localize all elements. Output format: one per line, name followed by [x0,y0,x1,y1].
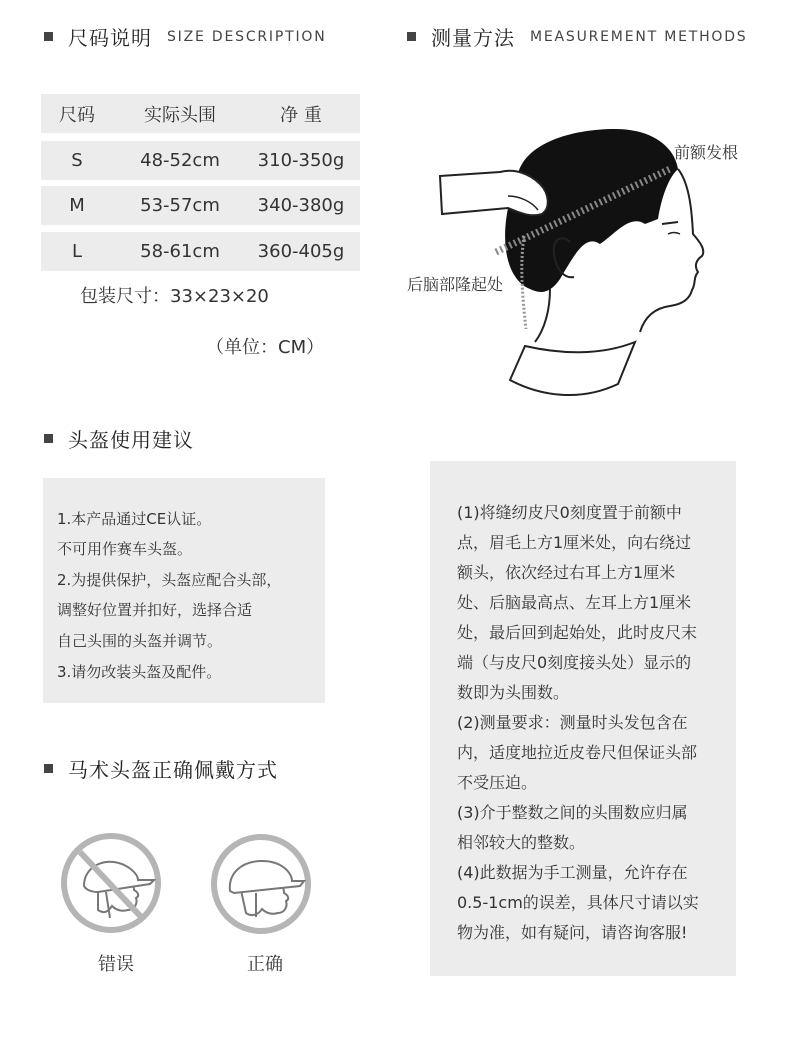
wrong-wearing-icon [58,830,164,936]
measure-line: 数即为头围数。 [457,683,570,702]
measure-line: 不受压迫。 [457,773,538,792]
weight-cell: 360-405g [257,241,345,262]
usage-title: 头盔使用建议 [68,428,194,452]
size-cell: L [71,241,83,262]
correct-wearing-icon [208,831,314,937]
measure-line: (1)将缝纫皮尺0刻度置于前额中 [457,503,682,522]
usage-line: 3.请勿改装头盔及配件。 [57,663,222,681]
front-hairline-label: 前额发根 [674,143,739,162]
measure-line: 内，适度地拉近皮卷尺但保证头部 [457,743,698,762]
measure-title-en: MEASUREMENT METHODS [530,28,748,45]
measure-line: 额头，依次经过右耳上方1厘米 [457,563,676,582]
size-title-cn: 尺码说明 [68,26,152,50]
header-cell: 尺码 [59,104,95,126]
head-measurement-diagram [400,84,750,424]
measure-line: 端（与皮尺0刻度接头处）显示的 [457,653,692,672]
header-cell: 实际头围 [144,104,216,126]
bullet-square-icon [407,32,416,41]
correct-label: 正确 [247,954,283,975]
head-circumference-cell: 48-52cm [140,150,220,171]
measurement-methods-header [407,22,748,51]
weight-cell: 310-350g [257,150,345,171]
measure-title-cn: 测量方法 [431,26,515,50]
measure-line: (2)测量要求：测量时头发包含在 [457,713,688,732]
bullet-square-icon [44,32,53,41]
usage-line: 2.为提供保护，头盔应配合头部， [57,571,282,589]
usage-line: 不可用作赛车头盔。 [57,540,193,558]
measure-line: 相邻较大的整数。 [457,833,586,852]
measure-line: 处、后脑最高点、左耳上方1厘米 [457,593,692,612]
usage-line: 调整好位置并扣好，选择合适 [57,601,253,619]
table-row [41,141,360,180]
head-circumference-cell: 53-57cm [140,195,220,216]
table-header-row [41,94,360,133]
measure-line: 物为准，如有疑问，请咨询客服! [457,923,688,942]
measure-line: (3)介于整数之间的头围数应归属 [457,803,688,822]
measure-line: 处，最后回到起始处，此时皮尺末 [457,623,698,642]
size-cell: M [69,195,85,216]
header-cell: 净 重 [280,104,322,126]
wearing-method-header [44,754,278,783]
usage-suggestions-header [44,424,194,453]
unit-note: （单位：CM） [206,337,325,358]
size-title-en: SIZE DESCRIPTION [167,28,327,45]
weight-cell: 340-380g [257,195,345,216]
head-circumference-cell: 58-61cm [140,241,220,262]
usage-line: 自己头围的头盔并调节。 [57,632,223,650]
back-head-label: 后脑部隆起处 [407,275,504,294]
table-row [41,232,360,271]
size-cell: S [71,150,83,171]
bullet-square-icon [44,434,53,443]
table-row [41,186,360,225]
package-size: 包装尺寸：33×23×20 [80,286,269,307]
bullet-square-icon [44,764,53,773]
measure-line: 0.5-1cm的误差，具体尺寸请以实 [457,893,699,912]
measure-line: (4)此数据为手工测量，允许存在 [457,863,688,882]
wrong-label: 错误 [98,954,134,975]
usage-line: 1.本产品通过CE认证。 [57,510,212,528]
measure-line: 点，眉毛上方1厘米处，向右绕过 [457,533,692,552]
size-description-header [44,22,326,51]
wearing-title: 马术头盔正确佩戴方式 [68,758,278,782]
head-profile-icon [400,84,750,424]
